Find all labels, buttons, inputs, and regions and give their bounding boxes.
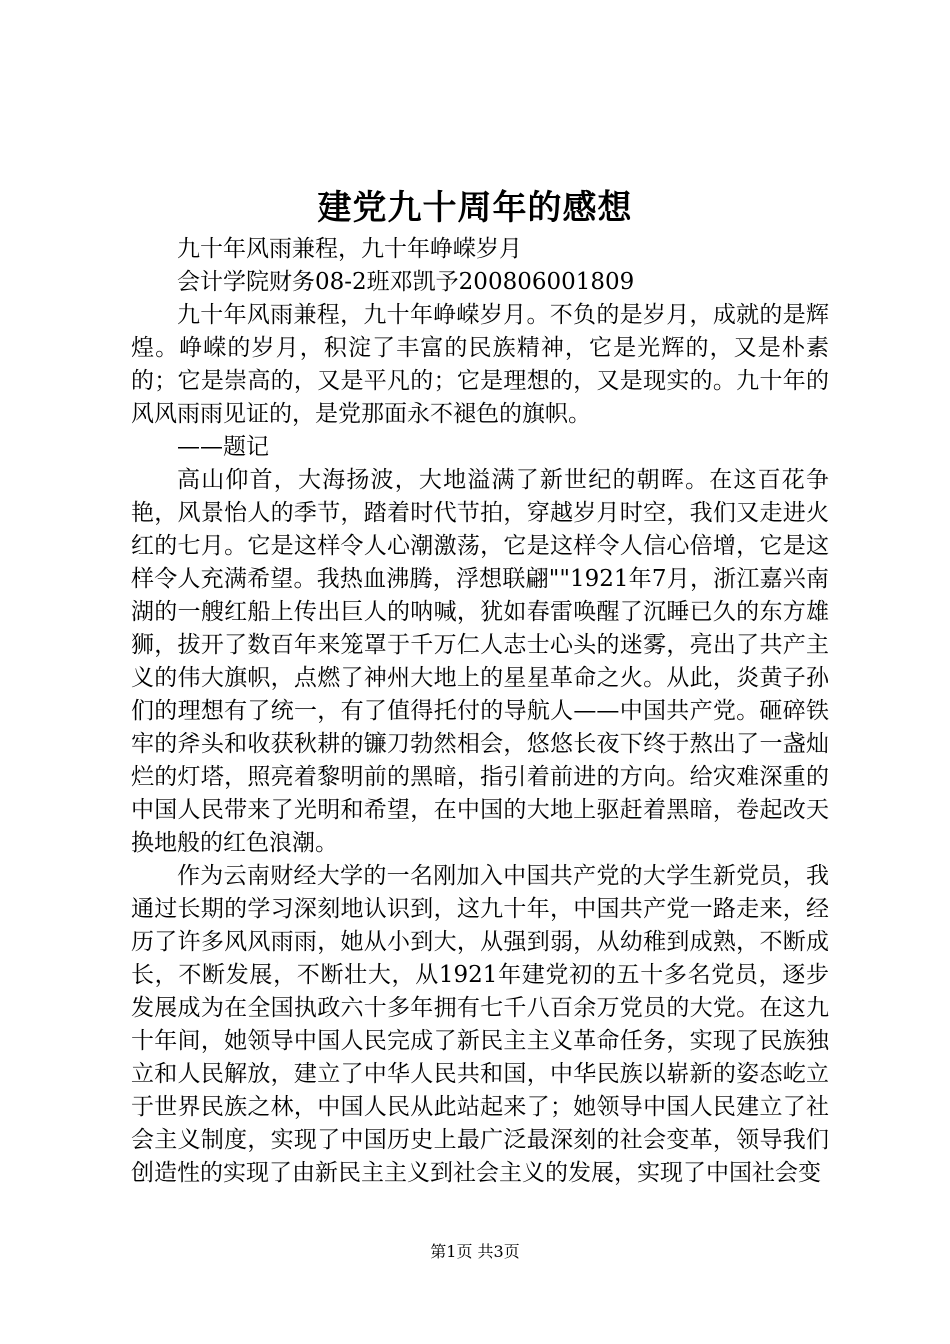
document-title: 建党九十周年的感想 — [317, 188, 633, 228]
body-paragraph: 高山仰首，大海扬波，大地溢满了新世纪的朝晖。在这百花争艳，风景怡人的季节，踏着时代节拍，穿越岁月时空，我们又走进火红的七月。它是这样令人心潮激荡，它是这样令人信心倍增，它是这样令人充满希望。我热血沸腾，浮想联翩""1921年7月，浙江嘉兴南湖的一艘红船上传出巨人的呐喊，犹如春雷唤醒了沉睡已久的东方雄狮，拔开了数百年来笼罩于千万仁人志士心头的迷雾，亮出了共产主义的伟大旗帜，点燃了神州大地上的星星革命之火。从此，炎黄子孙们的理想有了统一，有了值得托付的导航人——中国共产党。砸碎铁牢的斧头和收获秋耕的镰刀勃然相会，悠悠长夜下终于熬出了一盏灿烂的灯塔，照亮着黎明前的黑暗，指引着前进的方向。给灾难深重的中国人民带来了光明和希望，在中国的大地上驱赶着黑暗，卷起改天换地般的红色浪潮。 — [131, 467, 829, 856]
epigraph-attribution: ——题记 — [177, 434, 269, 460]
epigraph-paragraph: 九十年风雨兼程，九十年峥嵘岁月。不负的是岁月，成就的是辉煌。峥嵘的岁月，积淀了丰富的民族精神，它是光辉的，又是朴素的；它是崇高的，又是平凡的；它是理想的，又是现实的。九十年的风风雨雨见证的，是党那面永不褪色的旗帜。 — [131, 302, 829, 427]
body-paragraph: 作为云南财经大学的一名刚加入中国共产党的大学生新党员，我通过长期的学习深刻地认识到，这九十年，中国共产党一路走来，经历了许多风风雨雨，她从小到大，从强到弱，从幼稚到成熟，不断成长，不断发展，不断壮大，从1921年建党初的五十多名党员，逐步发展成为在全国执政六十多年拥有七千八百余万党员的大党。在这九十年间，她领导中国人民完成了新民主主义革命任务，实现了民族独立和人民解放，建立了中华人民共和国，中华民族以崭新的姿态屹立于世界民族之林，中国人民从此站起来了；她领导中国人民建立了社会主义制度，实现了中国历史上最广泛最深刻的社会变革，领导我们创造性的实现了由新民主主义到社会主义的发展，实现了中国社会变 — [131, 863, 829, 1186]
author-line: 会计学院财务08-2班邓凯予200806001809 — [177, 269, 635, 295]
document-body — [131, 233, 829, 1190]
page-footer: 第1页 共3页 — [430, 1242, 520, 1261]
subtitle-line: 九十年风雨兼程，九十年峥嵘岁月 — [177, 236, 522, 262]
